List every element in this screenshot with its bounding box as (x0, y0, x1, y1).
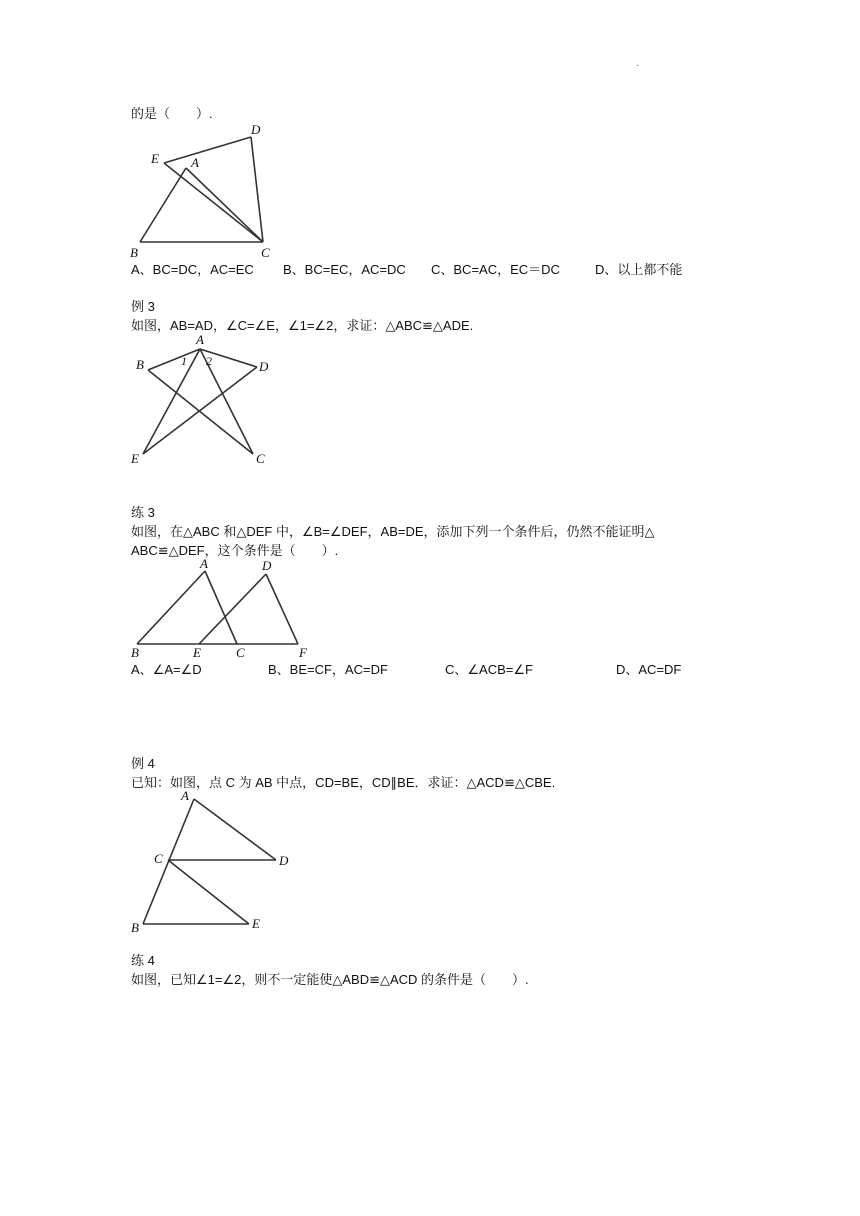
segment-ce (168, 860, 249, 924)
label-c: C (261, 245, 270, 260)
label-angle-1: 1 (181, 354, 187, 368)
practice-4-heading: 练 4 (131, 953, 155, 968)
practice-3-text-line-2: ABC≌△DEF，这个条件是（ ）. (131, 543, 339, 558)
label-b: B (136, 357, 144, 372)
label-e: E (131, 451, 139, 466)
label-b: B (130, 245, 138, 260)
label-a: A (196, 332, 204, 347)
question-stem-tail: 的是（ ）. (131, 106, 213, 121)
segment-ab (143, 799, 194, 924)
label-e: E (151, 151, 159, 166)
label-a: A (200, 556, 208, 571)
practice-3-heading: 练 3 (131, 505, 155, 520)
option-d: D、AC=DF (616, 662, 682, 677)
option-c: C、BC=AC，EC＝DC (431, 262, 560, 277)
option-a: A、∠A=∠D (131, 662, 202, 677)
label-d: D (259, 359, 269, 374)
header-mark: . (636, 58, 639, 69)
label-b: B (131, 920, 139, 935)
option-b: B、BC=EC，AC=DC (283, 262, 406, 277)
label-a: A (191, 155, 199, 170)
label-d: D (251, 122, 261, 137)
option-c: C、∠ACB=∠F (445, 662, 533, 677)
option-a: A、BC=DC，AC=EC (131, 262, 254, 277)
label-c: C (256, 451, 265, 466)
option-b: B、BE=CF，AC=DF (268, 662, 388, 677)
label-d: D (262, 558, 272, 573)
practice-3-text-line-1: 如图，在△ABC 和△DEF 中，∠B=∠DEF，AB=DE，添加下列一个条件后，仍然不能证明△ (131, 524, 655, 539)
example-4-text: 已知：如图，点 C 为 AB 中点，CD=BE，CD∥BE．求证：△ACD≌△CBE. (131, 775, 556, 790)
label-e: E (252, 916, 260, 931)
label-c: C (154, 851, 163, 866)
label-e: E (193, 645, 201, 660)
label-f: F (299, 645, 307, 660)
label-b: B (131, 645, 139, 660)
option-d: D、以上都不能 (595, 262, 683, 277)
label-a: A (181, 788, 189, 803)
example-3-heading: 例 3 (131, 299, 155, 314)
practice-4-text: 如图，已知∠1=∠2，则不一定能使△ABD≌△ACD 的条件是（ ）. (131, 972, 529, 987)
example-3-text: 如图，AB=AD，∠C=∠E，∠1=∠2，求证：△ABC≌△ADE. (131, 318, 474, 333)
segment-ad (194, 799, 276, 860)
label-d: D (279, 853, 289, 868)
label-angle-2: 2 (206, 354, 212, 368)
example-4-heading: 例 4 (131, 756, 155, 771)
label-c: C (236, 645, 245, 660)
